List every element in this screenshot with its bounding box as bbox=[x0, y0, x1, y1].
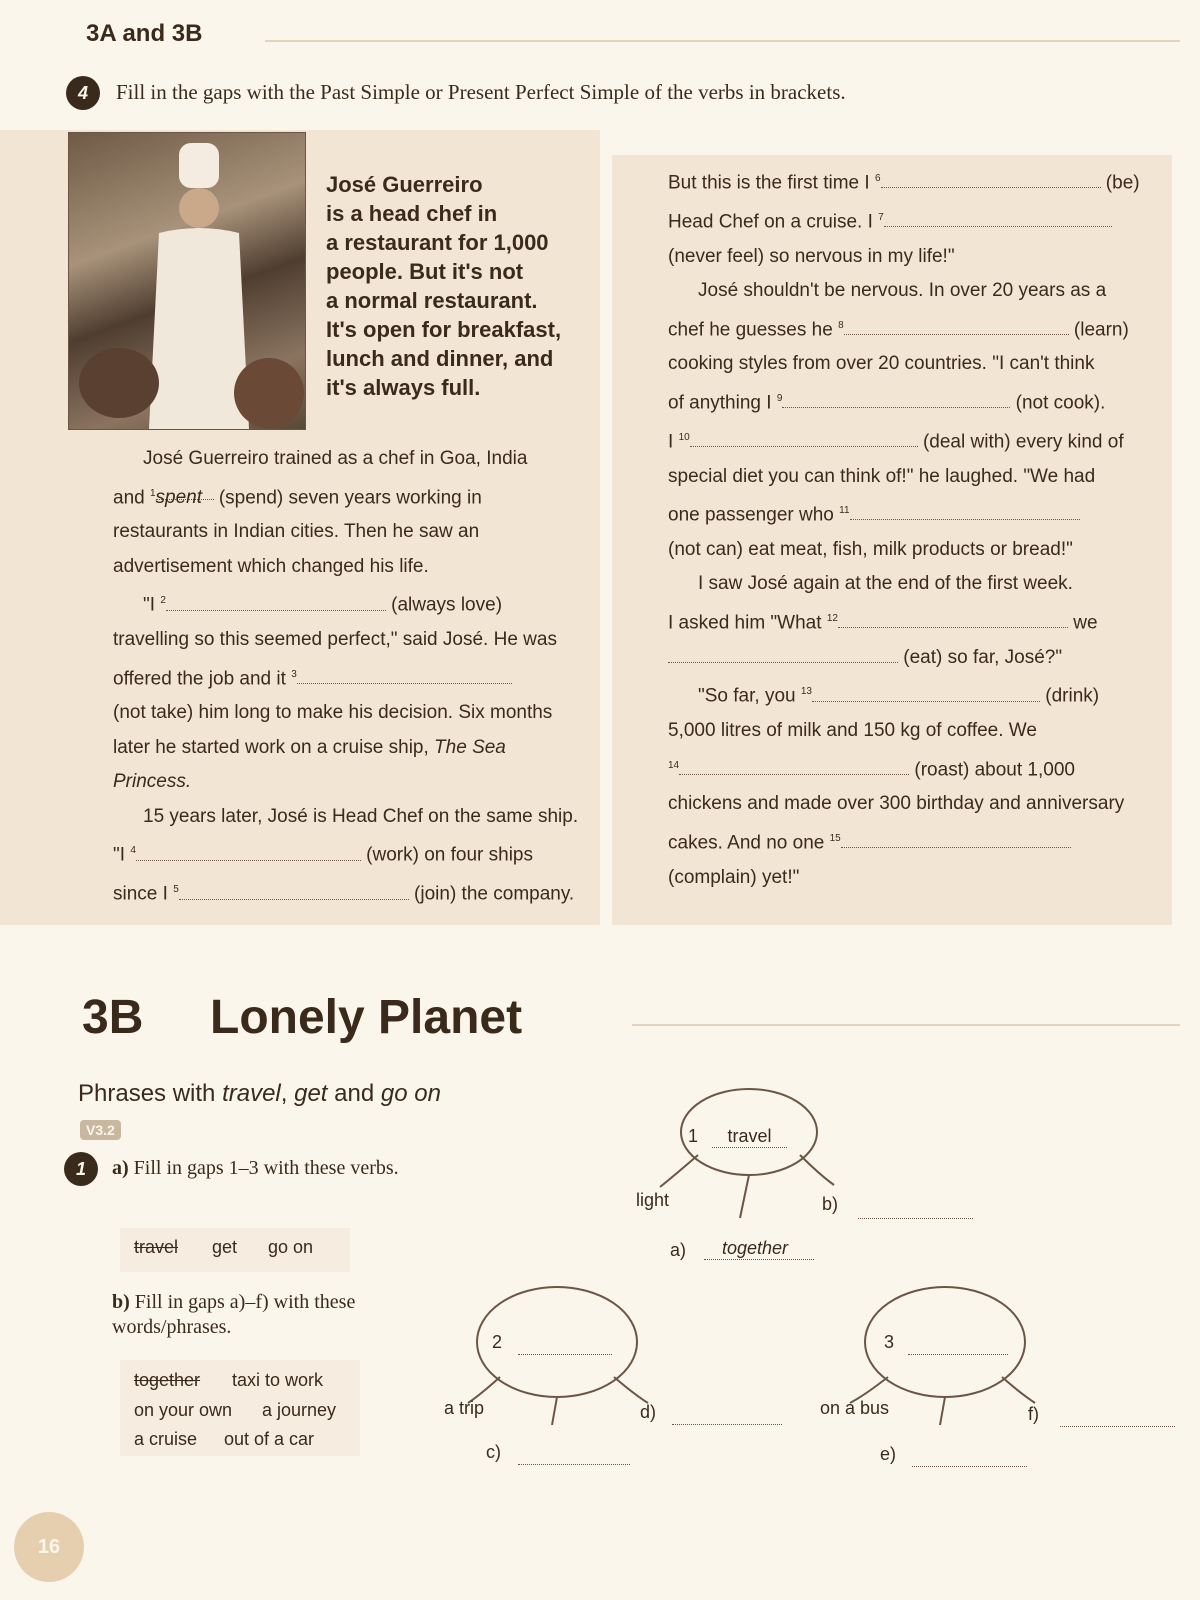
gap-number: 6 bbox=[874, 173, 881, 184]
text: (learn) bbox=[1073, 318, 1129, 340]
gap-number: 8 bbox=[838, 319, 844, 331]
story-line bbox=[668, 602, 1168, 641]
gap-8[interactable] bbox=[844, 316, 1069, 335]
story-line: restaurants in Indian cities. Then he saw an bbox=[113, 521, 480, 543]
answer-text: travel bbox=[727, 1126, 772, 1146]
story-line bbox=[668, 162, 1168, 201]
question-a bbox=[112, 1156, 412, 1181]
gap-14[interactable] bbox=[679, 756, 909, 775]
story-line: (not take) him long to make his decision. Six months bbox=[113, 702, 553, 724]
text: later he started work on a cruise ship, bbox=[113, 736, 429, 758]
section-title: Lonely Planet bbox=[210, 991, 523, 1044]
text: chef he guesses he bbox=[668, 318, 833, 340]
story-line bbox=[113, 765, 593, 800]
spider2-trip: a trip bbox=[444, 1398, 485, 1418]
phrase-box bbox=[120, 1360, 360, 1456]
gap-6[interactable] bbox=[881, 169, 1101, 188]
phrase-together: together bbox=[134, 1370, 201, 1390]
exercise-number-badge: 1 bbox=[64, 1152, 98, 1186]
spider1-light: light bbox=[636, 1190, 670, 1210]
gap-number: 14 bbox=[668, 759, 680, 771]
text: Head Chef on a cruise. I bbox=[668, 211, 873, 233]
gap-11[interactable] bbox=[850, 501, 1080, 520]
phrase-cruise: a cruise bbox=[134, 1429, 198, 1449]
intro-line: people. But it's not bbox=[326, 259, 524, 284]
spider1-b-label: b) bbox=[822, 1194, 839, 1214]
verb-go-on: go on bbox=[268, 1237, 314, 1257]
story-line: I saw José again at the end of the first week. bbox=[698, 573, 1073, 595]
story-line bbox=[113, 477, 593, 516]
gap-1-answer[interactable] bbox=[155, 481, 214, 508]
gap-10[interactable] bbox=[690, 428, 918, 447]
text: of anything I bbox=[668, 392, 772, 414]
text: , bbox=[280, 1080, 295, 1107]
intro-line: It's open for breakfast, bbox=[326, 317, 562, 342]
page-number: 16 bbox=[14, 1512, 84, 1582]
text: (drink) bbox=[1045, 685, 1100, 707]
text: Phrases with bbox=[78, 1080, 223, 1107]
story-line bbox=[668, 494, 1168, 533]
verb-get: get bbox=[212, 1237, 238, 1257]
intro-line: is a head chef in bbox=[326, 201, 498, 226]
question-b bbox=[112, 1290, 412, 1340]
story-line bbox=[113, 584, 593, 623]
story-line bbox=[113, 834, 593, 873]
gap-number: 10 bbox=[678, 431, 690, 443]
text: (join) the company. bbox=[414, 883, 575, 905]
gap-number: 15 bbox=[829, 832, 841, 844]
spider3-number: 3 bbox=[884, 1332, 895, 1352]
text: (deal with) every kind of bbox=[922, 431, 1124, 453]
text: travel bbox=[222, 1080, 281, 1107]
story-line bbox=[668, 822, 1168, 861]
section-code: 3B bbox=[82, 991, 144, 1044]
story-line: (not can) eat meat, fish, milk products or bread!" bbox=[668, 538, 1073, 560]
header-rule bbox=[265, 40, 1180, 42]
ship-name: Princess. bbox=[113, 771, 192, 793]
text: (work) on four ships bbox=[366, 844, 533, 866]
phrase-journey: a journey bbox=[262, 1400, 337, 1420]
spider3-f-gap[interactable] bbox=[1060, 1408, 1175, 1427]
text: and bbox=[327, 1080, 381, 1107]
story-line bbox=[668, 201, 1168, 240]
text: go on bbox=[380, 1080, 441, 1107]
spider2-d-gap[interactable] bbox=[672, 1406, 782, 1425]
spider3-e-gap[interactable] bbox=[912, 1448, 1027, 1467]
phrase-car: out of a car bbox=[224, 1429, 315, 1449]
story-line: special diet you can think of!" he laughed. "We had bbox=[668, 465, 1096, 487]
gap-9[interactable] bbox=[782, 389, 1010, 408]
text: we bbox=[1073, 612, 1098, 634]
spider2-verb-gap[interactable] bbox=[518, 1336, 612, 1355]
gap-number: 13 bbox=[800, 686, 812, 698]
intro-line: it's always full. bbox=[326, 375, 481, 400]
spider3-e-label: e) bbox=[880, 1444, 897, 1464]
story-line bbox=[668, 309, 1168, 348]
text: and bbox=[113, 486, 145, 508]
gap-number: 1 bbox=[149, 487, 156, 499]
story-line: (complain) yet!" bbox=[668, 866, 800, 888]
story-line: José shouldn't be nervous. In over 20 years as a bbox=[698, 280, 1107, 302]
spider3-bus: on a bus bbox=[820, 1398, 890, 1418]
intro-line: José Guerreiro bbox=[326, 172, 483, 197]
spider1-a-label: a) bbox=[670, 1240, 687, 1260]
story-left-column bbox=[113, 442, 593, 912]
text: But this is the first time I bbox=[668, 172, 870, 194]
story-right-column bbox=[668, 162, 1168, 895]
gap-number: 11 bbox=[839, 505, 850, 517]
gap-number: 4 bbox=[130, 845, 136, 857]
gap-7[interactable] bbox=[884, 208, 1112, 227]
story-line: advertisement which changed his life. bbox=[113, 555, 429, 577]
story-line bbox=[668, 382, 1168, 421]
chef-photo bbox=[68, 132, 306, 430]
gap-number: 9 bbox=[776, 392, 783, 404]
verb-box bbox=[120, 1228, 350, 1272]
story-line bbox=[113, 731, 593, 766]
story-line: cooking styles from over 20 countries. "I can't think bbox=[668, 353, 1095, 375]
phrase-own: on your own bbox=[134, 1400, 233, 1420]
spider1-b-gap[interactable] bbox=[858, 1200, 973, 1219]
text: since I bbox=[113, 883, 168, 905]
exercise-instruction: Fill in the gaps with the Past Simple or Present Perfect Simple of the verbs in brackets. bbox=[116, 80, 846, 104]
text: I asked him "What bbox=[668, 612, 822, 634]
text: get bbox=[294, 1080, 328, 1107]
vocab-tag: V3.2 bbox=[80, 1120, 121, 1140]
intro-line: a restaurant for 1,000 bbox=[326, 230, 549, 255]
text: (roast) about 1,000 bbox=[914, 758, 1075, 780]
story-intro bbox=[326, 170, 561, 402]
verb-travel: travel bbox=[134, 1237, 179, 1257]
gap-12[interactable] bbox=[838, 609, 1068, 628]
ship-name: The Sea bbox=[434, 736, 506, 758]
intro-line: lunch and dinner, and bbox=[326, 346, 554, 371]
section-rule bbox=[632, 1024, 1180, 1026]
answer-text: spent bbox=[155, 486, 203, 508]
gap-4[interactable] bbox=[136, 842, 361, 861]
story-line bbox=[113, 658, 593, 697]
story-line: travelling so this seemed perfect," said José. He was bbox=[113, 629, 557, 651]
spider2-d-label: d) bbox=[640, 1402, 657, 1422]
text: (always love) bbox=[391, 594, 503, 616]
story-line bbox=[668, 421, 1168, 460]
gap-number: 2 bbox=[160, 595, 166, 607]
text: cakes. And no one bbox=[668, 832, 825, 854]
gap-number: 12 bbox=[826, 612, 838, 624]
gap-12-cont[interactable] bbox=[668, 644, 898, 663]
exercise-number-badge: 4 bbox=[66, 76, 100, 110]
spider1-verb bbox=[712, 1126, 787, 1148]
text: Fill in gaps 1–3 with these verbs. bbox=[133, 1157, 399, 1179]
gap-number: 5 bbox=[173, 884, 179, 896]
answer-text: together bbox=[722, 1238, 789, 1258]
story-line: 5,000 litres of milk and 150 kg of coffee. We bbox=[668, 720, 1037, 742]
spider1-number: 1 bbox=[688, 1126, 699, 1146]
text: (spend) seven years working in bbox=[218, 486, 482, 508]
story-line bbox=[113, 873, 593, 912]
label: a) bbox=[112, 1157, 129, 1179]
story-line bbox=[668, 675, 1168, 714]
text: offered the job and it bbox=[113, 667, 286, 689]
section-subtitle bbox=[78, 1080, 441, 1108]
chef-figure-icon bbox=[69, 133, 305, 429]
story-line: José Guerreiro trained as a chef in Goa, India bbox=[143, 448, 528, 469]
spider3-verb-gap[interactable] bbox=[908, 1336, 1008, 1355]
gap-number: 3 bbox=[291, 668, 297, 680]
spider1-a-gap[interactable] bbox=[704, 1238, 814, 1260]
text: "I bbox=[113, 844, 126, 866]
gap-5[interactable] bbox=[179, 881, 409, 900]
story-line bbox=[668, 749, 1168, 788]
gap-13[interactable] bbox=[812, 683, 1040, 702]
story-line: 15 years later, José is Head Chef on the same ship. bbox=[143, 805, 579, 827]
text: "I bbox=[143, 594, 156, 616]
story-line bbox=[668, 641, 1168, 676]
spider2-c-label: c) bbox=[486, 1442, 501, 1462]
text: (eat) so far, José?" bbox=[903, 646, 1063, 668]
spider2-number: 2 bbox=[492, 1332, 503, 1352]
text: Fill in gaps a)–f) with these words/phrases. bbox=[112, 1291, 356, 1338]
gap-number: 7 bbox=[878, 211, 884, 223]
spider2-c-gap[interactable] bbox=[518, 1446, 630, 1465]
label: b) bbox=[112, 1291, 130, 1313]
section-header: 3A and 3B bbox=[86, 20, 203, 47]
phrase-taxi: taxi to work bbox=[232, 1370, 324, 1390]
intro-line: a normal restaurant. bbox=[326, 288, 538, 313]
story-line: (never feel) so nervous in my life!" bbox=[668, 245, 955, 267]
spider3-f-label: f) bbox=[1028, 1404, 1039, 1424]
gap-3[interactable] bbox=[297, 665, 512, 684]
text: (not cook). bbox=[1015, 392, 1106, 414]
story-line: chickens and made over 300 birthday and anniversary bbox=[668, 793, 1125, 815]
text: I bbox=[668, 431, 674, 453]
text: one passenger who bbox=[668, 504, 834, 526]
gap-15[interactable] bbox=[841, 829, 1071, 848]
gap-2[interactable] bbox=[166, 592, 386, 611]
text: "So far, you bbox=[698, 685, 796, 707]
text: (be) bbox=[1105, 172, 1140, 194]
